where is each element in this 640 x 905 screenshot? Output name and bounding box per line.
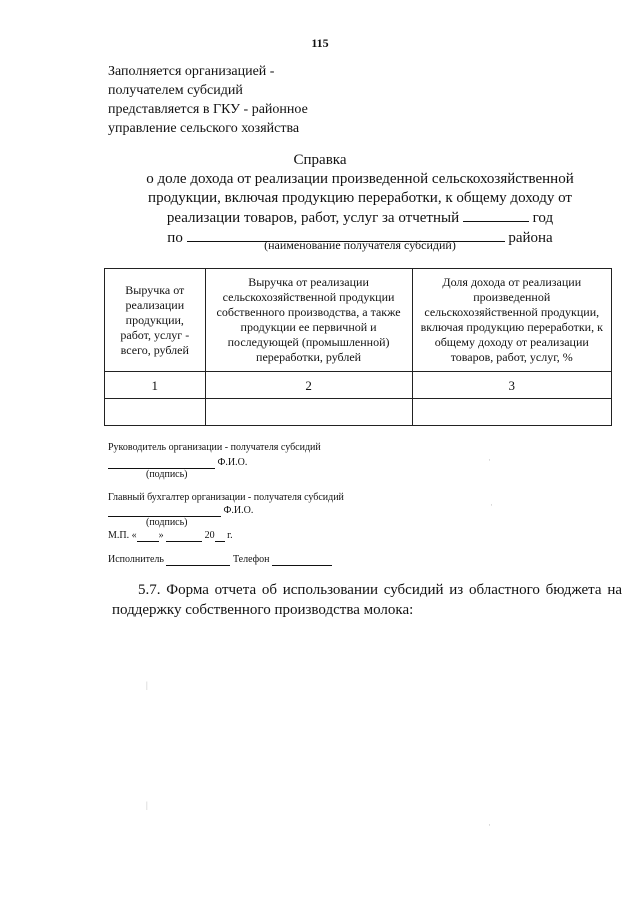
- column-number-3: 3: [412, 372, 611, 399]
- subtitle-line-1: о доле дохода от реализации произведенной сельскохозяйственной: [146, 171, 574, 187]
- header-line: представляется в ГКУ - районное: [108, 102, 308, 117]
- header-line: Заполняется организацией -: [108, 64, 275, 79]
- head-signature-blank[interactable]: [108, 457, 215, 469]
- phone-label: Телефон: [232, 554, 270, 565]
- year-blank[interactable]: [463, 208, 529, 222]
- month-blank[interactable]: [166, 530, 202, 542]
- head-signature-label: Руководитель организации - получателя субсидий: [108, 442, 321, 453]
- header-cell-income-share: Доля дохода от реализации произведенной сельскохозяйственной продукции, включая продукцию переработки, к общему доходу от реализации товаров, работ, услуг, %: [412, 269, 611, 372]
- column-number-1: 1: [105, 372, 206, 399]
- executor-blank[interactable]: [166, 554, 230, 566]
- subtitle-line-2: продукции, включая продукцию переработки, к общему доходу от: [148, 190, 572, 206]
- table-header-row: [105, 269, 612, 372]
- accountant-signature-blank[interactable]: [108, 505, 221, 517]
- executor-line: [108, 554, 332, 566]
- column-number-2: 2: [205, 372, 412, 399]
- scan-speck: |: [146, 680, 148, 690]
- data-cell-income-share[interactable]: [412, 399, 611, 426]
- header-note: [108, 62, 308, 138]
- subtitle-line-3: [110, 208, 610, 228]
- subtitle-line-3-text: реализации товаров, работ, услуг за отчетный: [166, 210, 460, 226]
- year-label: г.: [227, 530, 233, 541]
- scan-speck: ·: [488, 455, 491, 465]
- header-line: управление сельского хозяйства: [108, 121, 300, 136]
- year-suffix-blank[interactable]: [215, 530, 225, 542]
- section-5-7-heading: 5.7. Форма отчета об использовании субсидий из областного бюджета на поддержку собственного производства молока:: [112, 582, 622, 618]
- table-data-row: [105, 399, 612, 426]
- header-line: получателем субсидий: [108, 83, 243, 98]
- accountant-fio-label: Ф.И.О.: [223, 505, 254, 516]
- subtitle-line-3-year: год: [532, 210, 554, 226]
- report-table: [104, 268, 612, 426]
- stamp-label: М.П. «: [108, 530, 137, 541]
- header-cell-total-revenue: Выручка от реализации продукции, работ, услуг - всего, рублей: [105, 269, 206, 372]
- scan-speck: |: [146, 800, 148, 810]
- scan-speck: ·: [488, 820, 491, 830]
- data-cell-agri-revenue[interactable]: [205, 399, 412, 426]
- day-blank[interactable]: [137, 530, 159, 542]
- subtitle-line-4-prefix: по: [167, 230, 183, 246]
- phone-blank[interactable]: [272, 554, 332, 566]
- header-cell-agri-revenue: Выручка от реализации сельскохозяйственной продукции собственного производства, а также продукции ее первичной и последующей (промышленной) переработки, рублей: [205, 269, 412, 372]
- stamp-date-close: »: [158, 530, 164, 541]
- subtitle-line-4-suffix: района: [508, 230, 553, 246]
- accountant-signature-label: Главный бухгалтер организации - получателя субсидий: [108, 492, 344, 503]
- stamp-date-line: [108, 530, 233, 542]
- executor-label: Исполнитель: [108, 554, 164, 565]
- table-number-row: [105, 372, 612, 399]
- head-signature-line: [108, 457, 247, 469]
- accountant-podpis-caption: (подпись): [146, 517, 188, 528]
- document-subtitle: [110, 170, 610, 248]
- head-podpis-caption: (подпись): [146, 469, 188, 480]
- accountant-signature-line: [108, 505, 253, 517]
- document-title: Справка: [293, 152, 347, 168]
- page-number: 115: [311, 36, 329, 50]
- head-fio-label: Ф.И.О.: [217, 457, 248, 468]
- scan-speck: ·: [490, 500, 493, 510]
- year-prefix: 20: [204, 530, 215, 541]
- data-cell-total-revenue[interactable]: [105, 399, 206, 426]
- recipient-caption: (наименование получателя субсидий): [264, 238, 456, 252]
